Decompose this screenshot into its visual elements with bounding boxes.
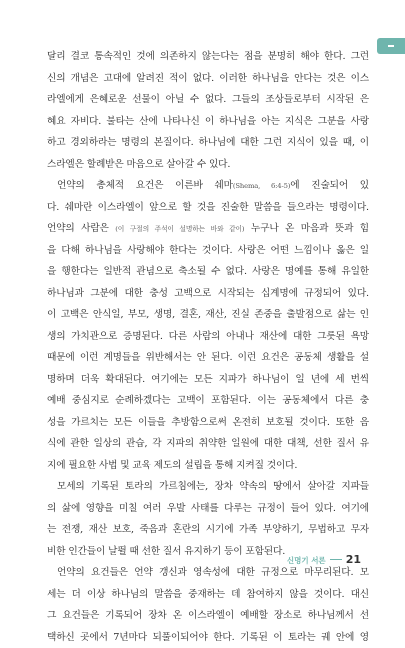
text-line: 예배 중심지로 순례하겠다는 고백이 포함된다. 이는 공동체에서 다른 충 bbox=[47, 390, 369, 412]
text-line: 라엘에게 은혜로운 선물이 아닐 수 없다. 그들의 조상들로부터 시작된 은 bbox=[47, 89, 369, 111]
text-line: 비한 인간들이 날뛸 때 선한 질서 유지하기 등이 포함된다. bbox=[47, 541, 369, 563]
paragraph-3 bbox=[47, 476, 369, 562]
page-footer bbox=[287, 553, 361, 566]
line-text: 언약의 사람은 bbox=[47, 223, 115, 234]
paragraph-1 bbox=[47, 46, 369, 175]
line-text: 누구나 온 마음과 뜻과 힘 bbox=[244, 223, 369, 234]
text-line: 하나님과 그분에 대한 충성 고백으로 시작되는 십계명에 규정되어 있다. bbox=[47, 283, 369, 305]
inline-note: (이 구절의 주석이 설명하는 바와 같이) bbox=[115, 225, 244, 233]
text-line: 때문에 이런 계명들을 위반해서는 안 된다. 이런 요건은 공동체 생활을 설 bbox=[47, 347, 369, 369]
text-line: 하고 경외하라는 명령의 본질이다. 하나님에 대한 그런 지식이 있을 때, 이 bbox=[47, 132, 369, 154]
text-line: 신의 개념은 고대에 알려진 적이 없다. 이러한 하나님을 안다는 것은 이스 bbox=[47, 68, 369, 90]
text-line: 는 전쟁, 재산 보호, 죽음과 혼란의 시기에 가족 부양하기, 무법하고 무자 bbox=[47, 519, 369, 541]
line-text: 에 진술되어 있 bbox=[290, 180, 369, 191]
text-line: 명하며 더욱 확대된다. 여기에는 모든 지파가 하나님이 일 년에 세 번씩 bbox=[47, 369, 369, 391]
scripture-reference: (Shema, 6:4-5) bbox=[233, 182, 290, 190]
tab-dash bbox=[388, 45, 394, 47]
line-text: 언약의 총체적 요건은 이른바 쉐마 bbox=[57, 180, 233, 191]
text-line: 을 행한다는 일반적 관념으로 축소될 수 없다. 사랑은 명예를 통해 유일한 bbox=[47, 261, 369, 283]
text-line: 혜요 자비다. 불타는 산에 나타나신 이 하나님을 아는 지식은 그분을 사랑 bbox=[47, 111, 369, 133]
text-line bbox=[47, 218, 369, 240]
text-line: 그 요건들은 기록되어 장차 온 이스라엘이 예배할 장소로 하나님께서 선 bbox=[47, 605, 369, 627]
text-line: 스라엘은 할례받은 마음으로 살아갈 수 있다. bbox=[47, 154, 369, 176]
text-line: 다. 쉐마란 이스라엘이 앞으로 할 것을 진술한 말씀을 들으라는 명령이다. bbox=[47, 197, 369, 219]
text-line: 식에 관한 일상의 관습, 각 지파의 취약한 일원에 대한 대책, 선한 질서 유 bbox=[47, 433, 369, 455]
paragraph-2 bbox=[47, 175, 369, 476]
footer-divider bbox=[330, 559, 342, 560]
text-line: 세는 더 이상 하나님의 말씀을 중재하는 데 참여하지 않을 것이다. 대신 bbox=[47, 584, 369, 606]
section-tab-marker bbox=[377, 38, 405, 54]
text-line: 택하신 곳에서 7년마다 되풀이되어야 한다. 기록된 이 토라는 궤 안에 영 bbox=[47, 627, 369, 648]
text-line: 성을 가르치는 모든 이들을 추방함으로써 온전히 보호될 것이다. 또한 음 bbox=[47, 412, 369, 434]
text-line: 이 고백은 안식일, 부모, 생명, 결혼, 재산, 진실 존중을 출발점으로 삶는 인 bbox=[47, 304, 369, 326]
paragraph-4 bbox=[47, 562, 369, 648]
text-line bbox=[47, 175, 369, 197]
text-line: 모세의 기록된 토라의 가르침에는, 장차 약속의 땅에서 살아갈 지파들 bbox=[47, 476, 369, 498]
running-footer-title: 신명기 서론 bbox=[287, 555, 326, 566]
text-line: 언약의 요건들은 언약 갱신과 영속성에 대한 규정으로 마무리된다. 모 bbox=[47, 562, 369, 584]
text-line: 달리 결코 통속적인 것에 의존하지 않는다는 점을 분명히 해야 한다. 그런 bbox=[47, 46, 369, 68]
page-number: 21 bbox=[346, 553, 361, 566]
text-line: 생의 가치관으로 증명된다. 다른 사람의 아내나 재산에 대한 그릇된 욕망 bbox=[47, 326, 369, 348]
text-line: 지에 필요한 사법 및 교육 제도의 설립을 통해 지켜질 것이다. bbox=[47, 455, 369, 477]
text-line: 을 다해 하나님을 사랑해야 한다는 것이다. 사랑은 어떤 느낌이나 옳은 일 bbox=[47, 240, 369, 262]
text-line: 의 삶에 영향을 미칠 여러 우발 사태를 다루는 규정이 들어 있다. 여기에 bbox=[47, 498, 369, 520]
